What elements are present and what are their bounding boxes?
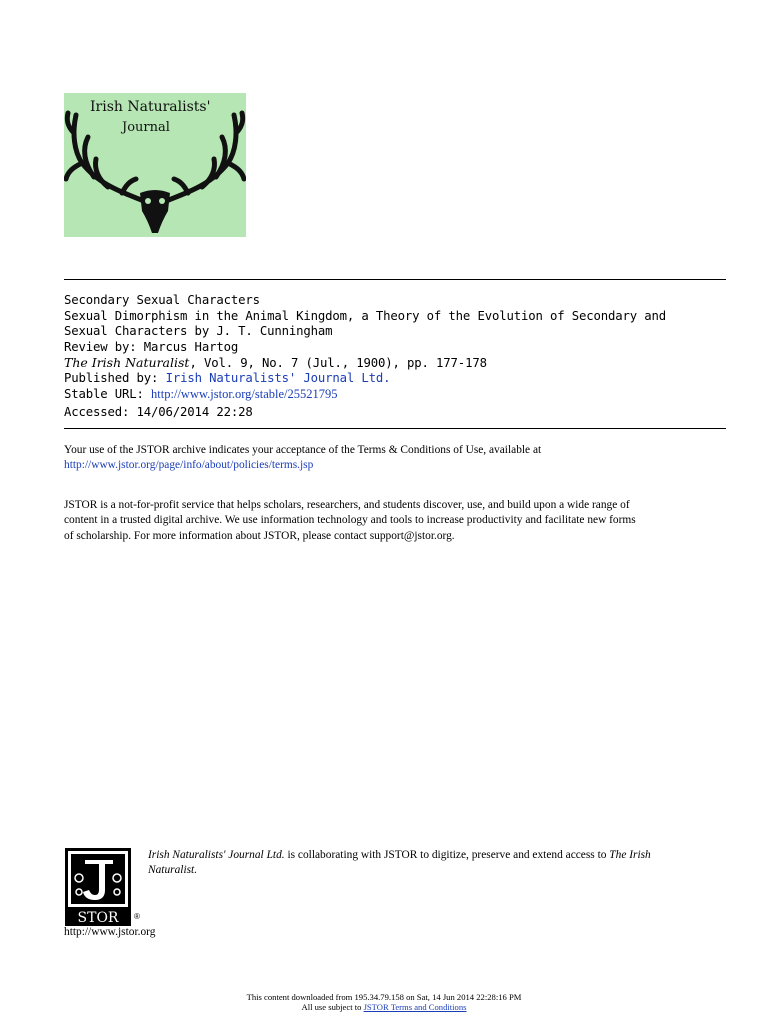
stable-url-link[interactable]: http://www.jstor.org/stable/25521795 — [151, 386, 338, 401]
footer-terms-link[interactable]: JSTOR Terms and Conditions — [363, 1002, 467, 1013]
article-title: Secondary Sexual Characters — [64, 293, 260, 307]
footer-terms-prefix: All use subject to — [301, 1002, 364, 1013]
logo-title-line2: Journal — [122, 120, 170, 135]
review-author: Review by: Marcus Hartog — [64, 339, 239, 354]
footer-download-info: This content downloaded from 195.34.79.158 on Sat, 14 Jun 2014 22:28:16 PM — [246, 992, 522, 1002]
publisher-link[interactable]: Irish Naturalists' Journal Ltd. — [165, 370, 391, 385]
collab-journal-line1: The Irish — [609, 849, 651, 861]
article-subtitle-line1: Sexual Dimorphism in the Animal Kingdom, a Theory of the Evolution of Secondary and — [64, 308, 667, 323]
antlers-icon — [64, 93, 246, 237]
about-line: of scholarship. For more information about JSTOR, please contact support@jstor.org. — [64, 529, 455, 542]
jstor-url[interactable]: http://www.jstor.org — [64, 926, 156, 938]
accessed-date: Accessed: 14/06/2014 22:28 — [64, 405, 253, 420]
jstor-about — [64, 498, 726, 544]
journal-name: The Irish Naturalist — [64, 355, 190, 371]
jstor-logo-icon — [65, 848, 131, 926]
collab-publisher: Irish Naturalists' Journal Ltd. — [148, 849, 285, 861]
journal-details: , Vol. 9, No. 7 (Jul., 1900), pp. 177-178 — [189, 356, 487, 371]
terms-notice — [64, 443, 726, 474]
journal-citation — [64, 355, 726, 371]
registered-mark: ® — [134, 912, 140, 921]
published-label: Published by: — [64, 370, 166, 385]
about-line: JSTOR is a not-for-profit service that helps scholars, researchers, and students discover, use, and build upon a wide range of — [64, 499, 630, 511]
divider — [64, 428, 726, 429]
footer-terms-line — [0, 1002, 768, 1012]
about-line: content in a trusted digital archive. We use information technology and tools to increase productivity and facilitate new forms — [64, 514, 636, 527]
stable-url-line — [64, 387, 726, 403]
download-footer — [0, 992, 768, 1012]
journal-logo — [64, 93, 246, 237]
jstor-logo — [65, 848, 143, 926]
logo-title-line1: Irish Naturalists' — [90, 99, 211, 115]
jstor-logo-text: STOR — [77, 910, 119, 926]
collaboration-statement — [148, 848, 728, 879]
terms-url-link[interactable]: http://www.jstor.org/page/info/about/policies/terms.jsp — [64, 459, 314, 472]
published-by — [64, 371, 726, 387]
collab-journal-line2: Naturalist. — [148, 864, 198, 877]
collab-text: is collaborating with JSTOR to digitize, preserve and extend access to — [284, 849, 610, 861]
terms-text: Your use of the JSTOR archive indicates your acceptance of the Terms & Conditions of Use, available at — [64, 444, 542, 456]
stable-url-label: Stable URL: — [64, 386, 152, 401]
divider — [64, 279, 726, 280]
article-subtitle-line2: Sexual Characters by J. T. Cunningham — [64, 324, 333, 339]
citation-block — [64, 293, 726, 421]
